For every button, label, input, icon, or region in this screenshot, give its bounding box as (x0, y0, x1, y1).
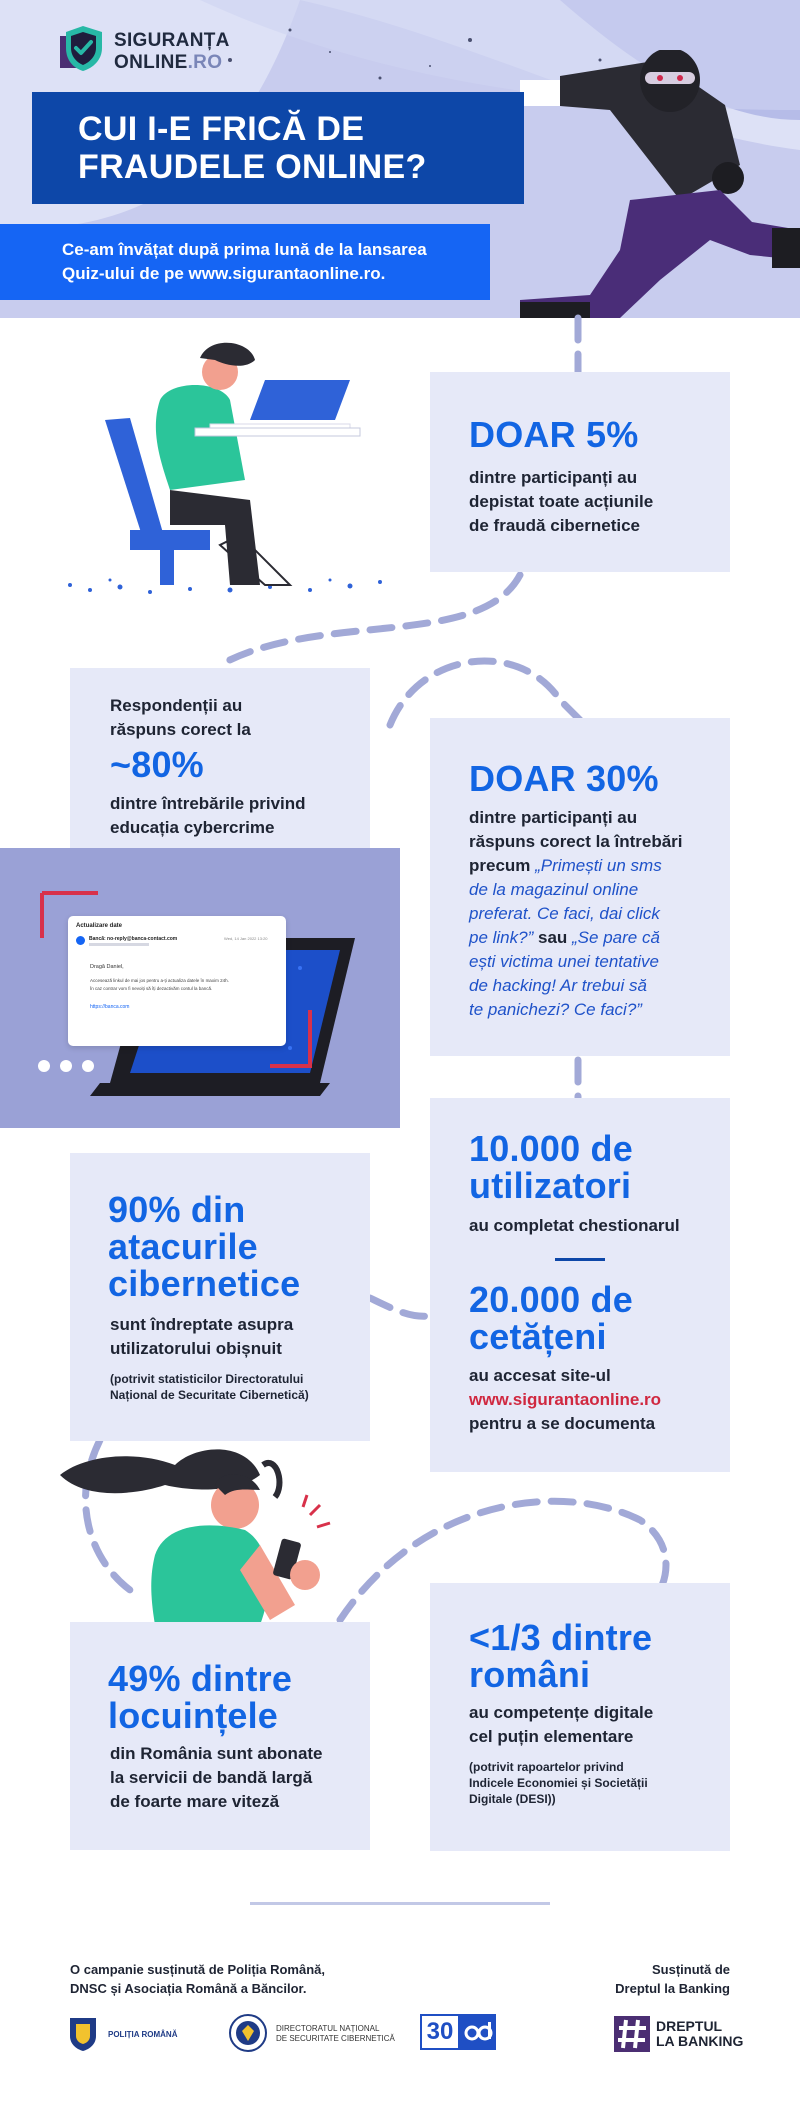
stat5-divider (555, 1258, 605, 1261)
sender-address-bar (89, 943, 149, 946)
police-crest-icon (68, 2014, 98, 2052)
stat3-quote-line: te panichezi? Ce faci?” (469, 1000, 642, 1019)
stat3-quote-line: de la magazinul online (469, 880, 639, 899)
stat3-line: dintre participanți au (469, 808, 638, 827)
person-at-desk-illustration (50, 340, 410, 600)
dlb-label-line2: LA BANKING (656, 2033, 744, 2049)
stat3-line: pe link?” sau „Se pare că (469, 928, 660, 947)
stat4-note: Național de Securitate Cibernetică) (110, 1388, 309, 1402)
dreptul-la-banking-hash-icon (614, 2012, 652, 2052)
logo-text-line2: ONLINE.RO (114, 52, 223, 73)
footer-support-text: Dreptul la Banking (615, 1981, 730, 1996)
stat5-headline1: 10.000 de (469, 1128, 633, 1169)
stat7-note: Indicele Economiei și Societății (469, 1776, 648, 1790)
stat5-line2: au accesat site-ul (469, 1366, 611, 1385)
stat4-headline: cibernetice (108, 1263, 301, 1304)
stat-card-5-percent (430, 372, 730, 572)
dnsc-seal-icon (228, 2013, 268, 2053)
stat6-line: din România sunt abonate (110, 1744, 323, 1763)
title-line1: CUI I-E FRICĂ DE (78, 110, 365, 148)
stat7-headline: <1/3 dintre (469, 1617, 653, 1658)
arb-anniversary-number: 30 (420, 2014, 460, 2050)
stat-card-90-percent (70, 1153, 370, 1441)
stat3-line: răspuns corect la întrebări (469, 832, 683, 851)
email-date: Wed, 14 Jan 2022 13:20 (224, 936, 268, 941)
email-window (68, 916, 286, 1046)
stat5-headline2: 20.000 de (469, 1279, 633, 1320)
arb-logo (420, 2014, 496, 2050)
stat7-note: Digitale (DESI)) (469, 1792, 556, 1806)
arb-mark-icon (460, 2014, 496, 2050)
stat1-line: depistat toate acțiunile (469, 492, 654, 511)
stat-card-49-percent (70, 1622, 370, 1850)
stat4-line: sunt îndreptate asupra (110, 1315, 294, 1334)
stat1-headline: DOAR 5% (469, 414, 639, 455)
stat6-headline: 49% dintre (108, 1658, 293, 1699)
stat1-line: de fraudă cibernetice (469, 516, 641, 535)
stat3-quote-line: de hacking! Ar trebui să (469, 976, 647, 995)
email-body: Accesează linkul de mai jos pentru a-ți actualiza datele în maxim 24h. (90, 978, 229, 983)
stat2-headline: ~80% (110, 744, 204, 785)
email-sender: Bancă: no-reply@banca-contact.com (89, 936, 178, 942)
stat2-line: dintre întrebările privind (110, 794, 306, 813)
person-with-phone-illustration (55, 1435, 375, 1625)
footer-divider (250, 1902, 550, 1905)
title-line2: FRAUDELE ONLINE? (78, 148, 427, 186)
phishing-email-panel (0, 848, 400, 1128)
stat7-headline: români (469, 1654, 591, 1695)
subtitle-line2: Quiz-ului de pe www.sigurantaonline.ro. (62, 264, 386, 283)
stat7-line: au competențe digitale (469, 1703, 654, 1722)
stat3-quote-line: preferat. Ce faci, dai click (469, 904, 660, 923)
sender-avatar (76, 936, 85, 945)
stat4-headline: atacurile (108, 1226, 258, 1267)
stat2-line: educația cybercrime (110, 818, 275, 837)
stat6-line: de foarte mare viteză (110, 1792, 280, 1811)
stat5-line1: au completat chestionarul (469, 1216, 680, 1235)
stat5-line3: pentru a se documenta (469, 1414, 656, 1433)
stat1-line: dintre participanți au (469, 468, 638, 487)
stat3-headline: DOAR 30% (469, 758, 659, 799)
stat5-headline2: cetățeni (469, 1316, 607, 1357)
stat3-quote-line: ești victima unei tentative (469, 952, 659, 971)
partner-dnsc-label: DE SECURITATE CIBERNETICĂ (276, 2034, 395, 2043)
stat6-headline: locuințele (108, 1695, 279, 1736)
footer-campaign-text: O campanie susținută de Poliția Română, (70, 1962, 326, 1977)
stat4-note: (potrivit statisticilor Directoratului (110, 1372, 304, 1386)
logo-text-line1: SIGURANȚA (114, 30, 230, 51)
stat-card-80-percent (70, 668, 370, 863)
stat7-note: (potrivit rapoartelor privind (469, 1760, 624, 1774)
email-body: În caz contrar vom fi nevoiți să îți dezactivăm contul la bancă. (90, 986, 213, 991)
site-link[interactable]: www.sigurantaonline.ro (469, 1390, 662, 1409)
stat4-headline: 90% din (108, 1189, 246, 1230)
stat7-line: cel puțin elementare (469, 1727, 634, 1746)
dlb-label-line1: DREPTUL (656, 2018, 723, 2034)
stat2-intro: Respondenții au (110, 696, 243, 715)
subtitle-line1: Ce-am învățat după prima lună de la lansarea (62, 240, 427, 259)
stat6-line: la servicii de bandă largă (110, 1768, 313, 1787)
partner-dnsc-label: DIRECTORATUL NAȚIONAL (276, 2024, 380, 2033)
stat5-headline1: utilizatori (469, 1165, 632, 1206)
arb-mark (460, 2014, 496, 2050)
stat-card-30-percent (430, 718, 730, 1056)
partner-police-label: POLIȚIA ROMÂNĂ (108, 2030, 178, 2039)
email-greeting: Dragă Daniel, (90, 964, 124, 970)
stat-card-one-third (430, 1583, 730, 1851)
email-phishing-link[interactable]: https://banca.com (90, 1004, 130, 1010)
footer-support-text: Susținută de (651, 1962, 730, 1977)
stat2-intro: răspuns corect la (110, 720, 251, 739)
footer-campaign-text: DNSC și Asociația Română a Băncilor. (70, 1981, 307, 1996)
stat3-line: precum „Primești un sms (469, 856, 662, 875)
email-subject: Actualizare date (76, 923, 123, 929)
stat4-line: utilizatorului obișnuit (110, 1339, 282, 1358)
stat-card-users (430, 1098, 730, 1472)
